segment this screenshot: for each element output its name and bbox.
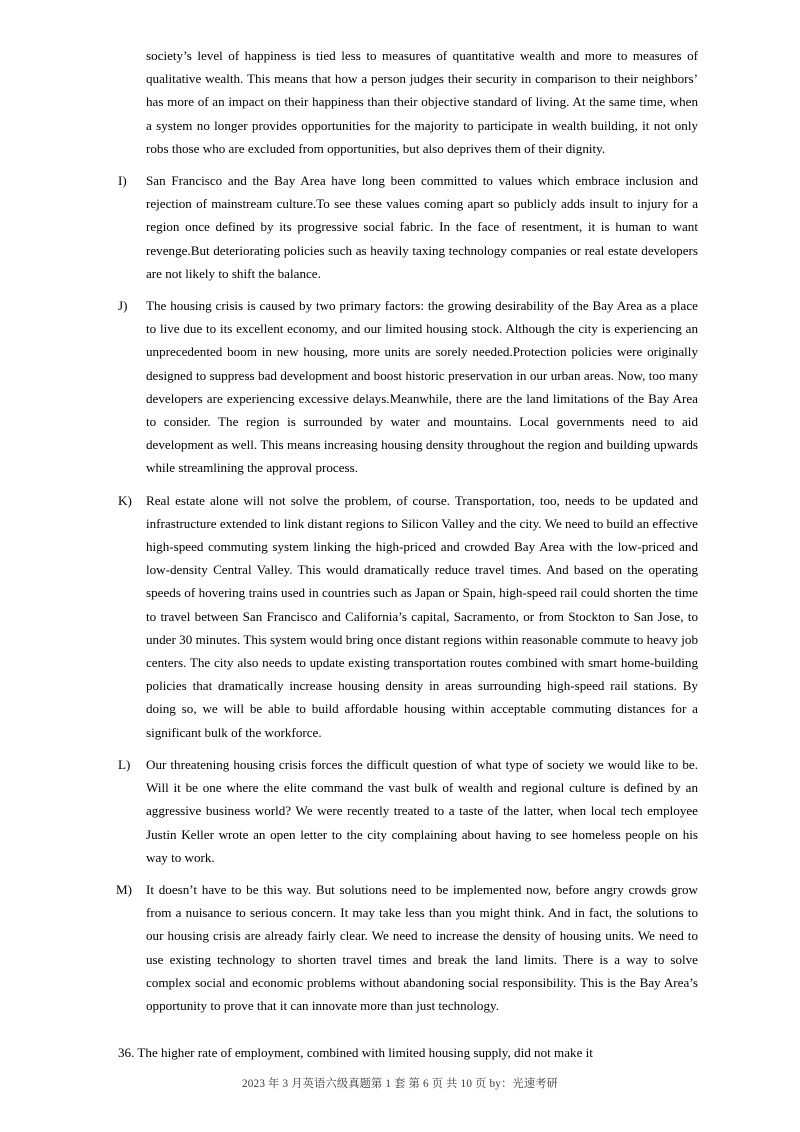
paragraph-text-I: San Francisco and the Bay Area have long been committed to values which embrace inclusion and rejection of mainstream culture.To see these values coming apart so publicly adds insult to injury for a region once defined by its progressive social fabric. In the face of resentment, it is human to want revenge.But deteriorating policies such as heavily taxing technology companies or real estate developers are not likely to shift the balance. xyxy=(146,173,698,281)
paragraph-label-I: I) xyxy=(118,173,127,189)
paragraph-L xyxy=(118,753,698,869)
question-36: 36. The higher rate of employment, combined with limited housing supply, did not make it xyxy=(118,1045,593,1061)
paragraph-I xyxy=(118,169,698,285)
paragraph-K xyxy=(118,489,698,744)
paragraph-J xyxy=(118,294,698,480)
paragraph-text-K: Real estate alone will not solve the problem, of course. Transportation, too, needs to be updated and infrastructure extended to link distant regions to Silicon Valley and the city. We need to build an effective high-speed commuting system linking the high-priced and crowded Bay Area with the low-priced and low-density Central Valley. This would dramatically reduce travel times. And based on the operating speeds of hovering trains used in countries such as Japan or Spain, high-speed rail could shorten the time to travel between San Francisco and California’s capital, Sacramento, or from Stockton to San Jose, to under 30 minutes. This system would bring once distant regions within reasonable commute to heavy job centers. The city also needs to update existing transportation routes combined with smart home-building policies that dramatically increase housing density in areas surrounding high-speed rail stations. By doing so, we will be able to build affordable housing within acceptable commuting distances for a significant bulk of the workforce. xyxy=(146,492,698,740)
paragraph-label-L: L) xyxy=(118,756,131,772)
paragraph-text-L: Our threatening housing crisis forces the difficult question of what type of society we would like to be. Will it be one where the elite command the vast bulk of wealth and regional culture is defined by an aggressive business world? We were recently treated to a taste of the latter, when local tech employee Justin Keller wrote an open letter to the city complaining about having to see homeless people on his way to work. xyxy=(146,756,698,865)
paragraph-label-M: M) xyxy=(116,881,133,897)
intro-paragraph: society’s level of happiness is tied less to measures of quantitative wealth and more to measures of qualitative wealth. This means that how a person judges their security in comparison to their neighbors’ has more of an impact on their happiness than their objective standard of living. At the same time, when a system no longer provides opportunities for the majority to participate in wealth building, it not only robs those who are excluded from opportunities, but also deprives them of their dignity. xyxy=(146,48,698,156)
paragraph-label-J: J) xyxy=(118,298,128,314)
paragraph-M xyxy=(118,878,698,1017)
paragraph-label-K: K) xyxy=(118,492,132,508)
paragraph-text-J: The housing crisis is caused by two primary factors: the growing desirability of the Bay Area as a place to live due to its excellent economy, and our limited housing stock. Although the city is experiencing an unprecedented boom in new housing, more units are sorely needed.Protection policies were originally designed to suppress bad development and boost historic preservation in our urban areas. Now, too many developers are experiencing excessive delays.Meanwhile, there are the land limitations of the Bay Area to consider. The region is surrounded by water and mountains. Local governments need to aid development as well. This means increasing housing density throughout the region and building upwards while streamlining the approval process. xyxy=(146,298,698,476)
page-footer: 2023 年 3 月英语六级真题第 1 套 第 6 页 共 10 页 by：光速考研 xyxy=(241,1078,559,1090)
paragraph-text-M: It doesn’t have to be this way. But solutions need to be implemented now, before angry crowds grow from a nuisance to serious concern. It may take less than you might think. And in fact, the solutions to our housing crisis are already fairly clear. We need to increase the density of housing units. We need to use existing technology to shorten travel times and break the land limits. There is a way to solve complex social and economic problems without abandoning social responsibility. This is the Bay Area’s opportunity to prove that it can innovate more than just technology. xyxy=(146,881,698,1013)
